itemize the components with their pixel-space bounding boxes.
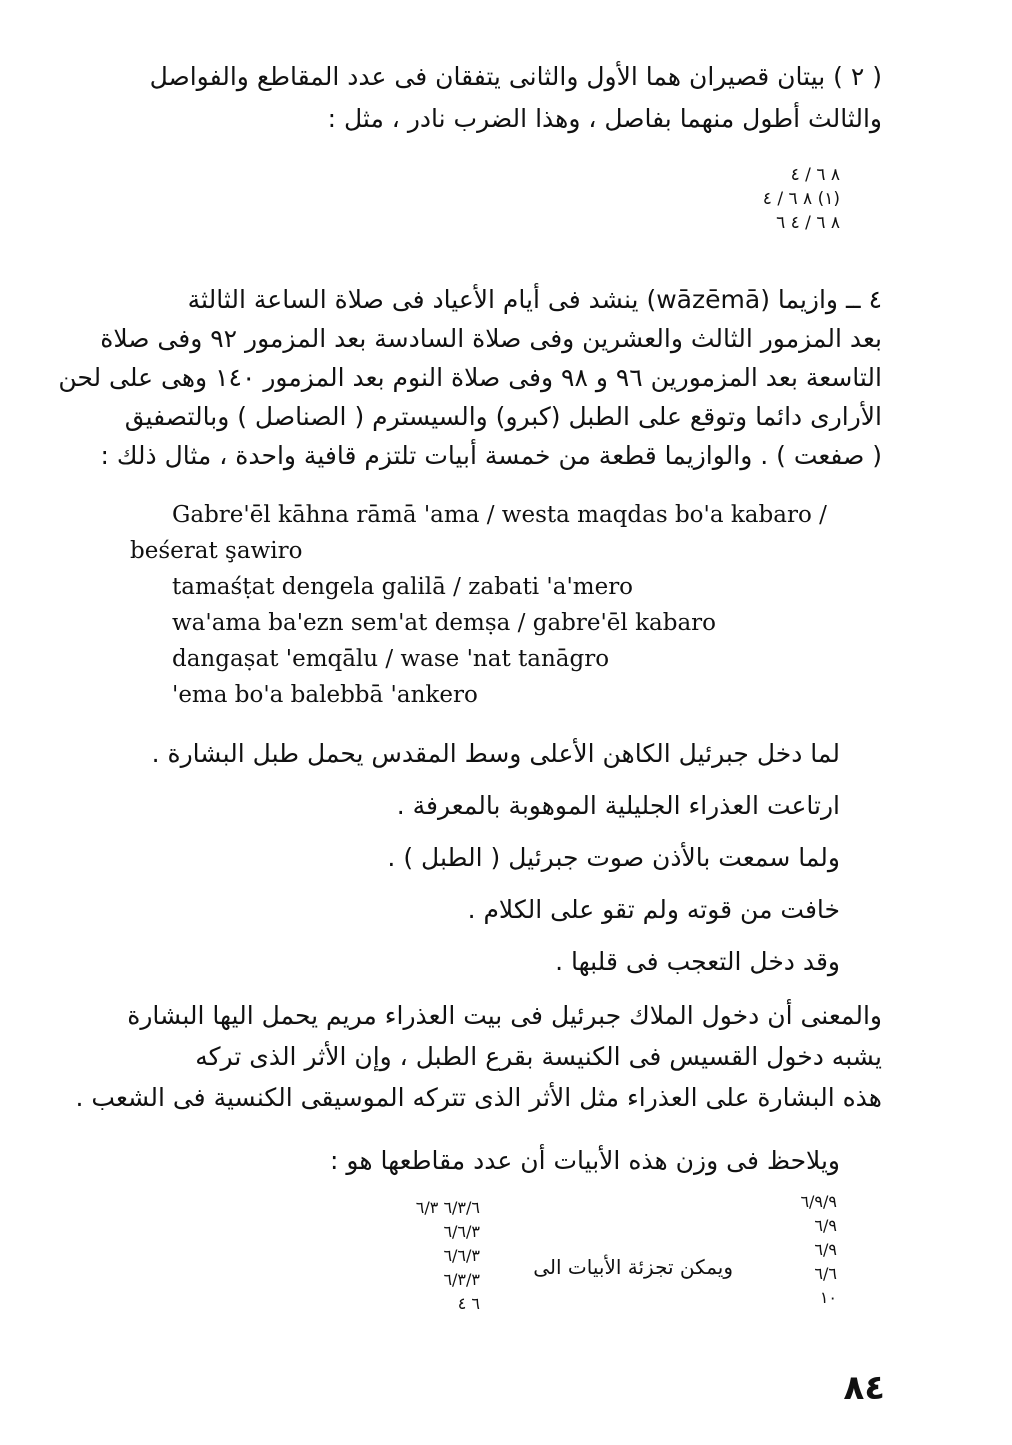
section4-line-2: بعد المزمور الثالث والعشرين وفى صلاة السادسة بعد المزمور ٩٢ وفى صلاة (100, 324, 882, 353)
meaning-paragraph (75, 995, 882, 1118)
transliteration-block (130, 497, 890, 713)
pattern-row-3: ٨ ٦ / ٤ ٦ (776, 213, 840, 233)
syllable-division-1: ٦/٣/٦ ٦/٣ (415, 1198, 480, 1217)
translit-line-1: Gabre'ēl kāhna rāmā 'ama / westa maqdas bo'a kabaro / (172, 502, 827, 528)
poem-line-1: لما دخل جبرئيل الكاهن الأعلى وسط المقدس يحمل طبل البشارة . (151, 739, 840, 768)
division-label: ويمكن تجزئة الأبيات الى (533, 1255, 733, 1279)
section4-line-1: ٤ ــ وازيما (wāzēmā) ينشد فى أيام الأعياد فى صلاة الساعة الثالثة (187, 285, 882, 314)
intro-line-1: ( ٢ ) بيتان قصيران هما الأول والثانى يتفقان فى عدد المقاطع والفواصل (149, 62, 882, 91)
section4-line-4: الأرارى دائما وتوقع على الطبل (كبرو) والسيسترم ( الصناصل ) وبالتصفيق (124, 402, 882, 431)
syllable-count-1: ٦/٩/٩ (800, 1192, 837, 1211)
section4-line-3: التاسعة بعد المزمورين ٩٦ و ٩٨ وفى صلاة النوم بعد المزمور ١٤٠ وهى على لحن (58, 363, 882, 392)
page-number: ٨٤ (843, 1368, 885, 1408)
pattern-row-1: ٨ ٦ / ٤ (790, 165, 840, 185)
section4-line-5: ( صفعت ) . والوازيما قطعة من خمسة أبيات تلتزم قافية واحدة ، مثال ذلك : (100, 441, 882, 470)
translit-line-6: 'ema bo'a balebbā 'ankero (172, 682, 478, 708)
syllable-division-3: ٦/٦/٣ (443, 1246, 480, 1265)
poem-line-5: وقد دخل التعجب فى قلبها . (555, 947, 840, 976)
syllable-count-4: ٦/٦ (814, 1264, 837, 1283)
syllable-division-5: ٦ ٤ (457, 1294, 480, 1313)
translit-line-5: dangaṣat 'emqālu / wase 'nat tanāgro (172, 646, 610, 672)
translit-line-4: wa'ama ba'ezn sem'at demṣa / gabre'ēl kabaro (172, 610, 717, 636)
syllable-pattern-example (670, 163, 840, 235)
syllable-count-3: ٦/٩ (814, 1240, 837, 1259)
syllable-counts-column (752, 1190, 837, 1310)
meaning-line-1: والمعنى أن دخول الملاك جبرئيل فى بيت العذراء مريم يحمل اليها البشارة (127, 1001, 882, 1030)
translit-line-3: tamaśṭat dengela galilā / zabati 'a'mero (172, 574, 634, 600)
translit-line-2: beśerat şawiro (130, 538, 303, 564)
syllable-division-2: ٦/٦/٣ (443, 1222, 480, 1241)
intro-line-2: والثالث أطول منهما بفاصل ، وهذا الضرب نادر ، مثل : (327, 104, 882, 133)
pattern-row-2: (١) ٨ ٦ / ٤ (762, 189, 840, 209)
poem-line-2: ارتاعت العذراء الجليلية الموهوبة بالمعرفة . (396, 791, 840, 820)
observation-line (300, 1140, 840, 1182)
poem-line-3: ولما سمعت بالأذن صوت جبرئيل ( الطبل ) . (387, 843, 840, 872)
syllable-division-4: ٦/٣/٣ (443, 1270, 480, 1289)
syllable-count-2: ٦/٩ (814, 1216, 837, 1235)
meaning-line-3: هذه البشارة على العذراء مثل الأثر الذى تتركه الموسيقى الكنسية فى الشعب . (75, 1083, 882, 1112)
observation-text: ويلاحظ فى وزن هذه الأبيات أن عدد مقاطعها هو : (330, 1146, 840, 1175)
syllable-division-column (355, 1196, 480, 1316)
intro-paragraph (130, 56, 882, 140)
meaning-line-2: يشبه دخول القسيس فى الكنيسة بقرع الطبل ، وإن الأثر الذى تركه (195, 1042, 882, 1071)
poem-translation (151, 728, 840, 988)
section-4-wazema (58, 280, 882, 475)
syllable-count-5: ١٠ (819, 1288, 837, 1307)
poem-line-4: خافت من قوته ولم تقو على الكلام . (467, 895, 840, 924)
